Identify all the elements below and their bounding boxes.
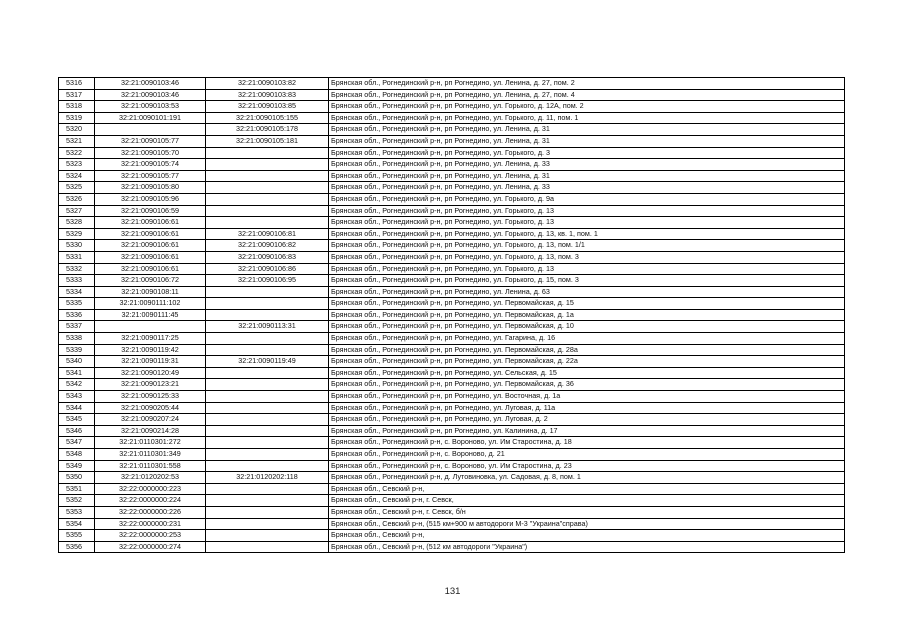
- cadastral-number-cell: 32:21:0090111:102: [95, 298, 206, 310]
- address-cell: Брянская обл., Рогнединский р-н, рп Рогнедино, ул. Луговая, д. 2: [329, 414, 845, 426]
- address-cell: Брянская обл., Рогнединский р-н, рп Рогнедино, ул. Первомайская, д. 36: [329, 379, 845, 391]
- cadastral-number-cell: 32:21:0090123:21: [95, 379, 206, 391]
- cadastral-number-cell: 32:21:0090108:11: [95, 286, 206, 298]
- table-row: [59, 217, 845, 229]
- address-cell: Брянская обл., Севский р-н,: [329, 483, 845, 495]
- row-number-cell: 5327: [59, 205, 95, 217]
- address-cell: Брянская обл., Рогнединский р-н, рп Рогнедино, ул. Горького, д. 13, кв. 1, пом. 1: [329, 228, 845, 240]
- row-number-cell: 5325: [59, 182, 95, 194]
- address-cell: Брянская обл., Севский р-н, г. Севск,: [329, 495, 845, 507]
- cadastral-number-cell: 32:21:0090106:72: [95, 275, 206, 287]
- object-cadastral-number-cell: 32:21:0090106:83: [206, 251, 329, 263]
- row-number-cell: 5350: [59, 472, 95, 484]
- row-number-cell: 5346: [59, 425, 95, 437]
- address-cell: Брянская обл., Рогнединский р-н, рп Рогнедино, ул. Ленина, д. 33: [329, 182, 845, 194]
- table-row: [59, 344, 845, 356]
- object-cadastral-number-cell: 32:21:0090106:82: [206, 240, 329, 252]
- address-cell: Брянская обл., Рогнединский р-н, рп Рогнедино, ул. Первомайская, д. 15: [329, 298, 845, 310]
- cadastral-number-cell: 32:21:0090105:70: [95, 147, 206, 159]
- cadastral-number-cell: 32:21:0090119:31: [95, 356, 206, 368]
- registry-table: [58, 77, 845, 553]
- object-cadastral-number-cell: 32:21:0090105:181: [206, 135, 329, 147]
- address-cell: Брянская обл., Рогнединский р-н, рп Рогнедино, ул. Калинина, д. 17: [329, 425, 845, 437]
- table-row: [59, 449, 845, 461]
- address-cell: Брянская обл., Рогнединский р-н, рп Рогнедино, ул. Ленина, д. 31: [329, 170, 845, 182]
- cadastral-number-cell: 32:22:0000000:226: [95, 506, 206, 518]
- address-cell: Брянская обл., Рогнединский р-н, д. Лутовиновка, ул. Садовая, д. 8, пом. 1: [329, 472, 845, 484]
- address-cell: Брянская обл., Рогнединский р-н, с. Вороново, ул. Им Старостина, д. 18: [329, 437, 845, 449]
- address-cell: Брянская обл., Рогнединский р-н, рп Рогнедино, ул. Первомайская, д. 22а: [329, 356, 845, 368]
- row-number-cell: 5335: [59, 298, 95, 310]
- row-number-cell: 5355: [59, 530, 95, 542]
- table-row: [59, 228, 845, 240]
- row-number-cell: 5337: [59, 321, 95, 333]
- row-number-cell: 5348: [59, 449, 95, 461]
- object-cadastral-number-cell: [206, 286, 329, 298]
- table-row: [59, 263, 845, 275]
- row-number-cell: 5338: [59, 333, 95, 345]
- address-cell: Брянская обл., Севский р-н, (512 км автодороги "Украина"): [329, 541, 845, 553]
- table-row: [59, 333, 845, 345]
- table-row: [59, 147, 845, 159]
- cadastral-number-cell: 32:21:0090105:96: [95, 193, 206, 205]
- row-number-cell: 5318: [59, 101, 95, 113]
- table-row: [59, 483, 845, 495]
- address-cell: Брянская обл., Рогнединский р-н, рп Рогнедино, ул. Горького, д. 13: [329, 217, 845, 229]
- cadastral-number-cell: 32:21:0090101:191: [95, 112, 206, 124]
- table-row: [59, 89, 845, 101]
- cadastral-number-cell: 32:21:0090105:74: [95, 159, 206, 171]
- cadastral-number-cell: 32:21:0090214:28: [95, 425, 206, 437]
- cadastral-number-cell: 32:21:0090105:77: [95, 135, 206, 147]
- cadastral-number-cell: 32:21:0090105:80: [95, 182, 206, 194]
- cadastral-number-cell: 32:21:0090120:49: [95, 367, 206, 379]
- object-cadastral-number-cell: [206, 193, 329, 205]
- row-number-cell: 5356: [59, 541, 95, 553]
- address-cell: Брянская обл., Рогнединский р-н, с. Вороново, д. 21: [329, 449, 845, 461]
- object-cadastral-number-cell: 32:21:0090106:81: [206, 228, 329, 240]
- object-cadastral-number-cell: [206, 298, 329, 310]
- cadastral-number-cell: 32:22:0000000:231: [95, 518, 206, 530]
- table-row: [59, 425, 845, 437]
- address-cell: Брянская обл., Рогнединский р-н, рп Рогнедино, ул. Горького, д. 13: [329, 263, 845, 275]
- row-number-cell: 5343: [59, 391, 95, 403]
- address-cell: Брянская обл., Севский р-н, (515 км+900 м автодороги М-3 "Украина"справа): [329, 518, 845, 530]
- address-cell: Брянская обл., Рогнединский р-н, рп Рогнедино, ул. Первомайская, д. 1а: [329, 309, 845, 321]
- row-number-cell: 5342: [59, 379, 95, 391]
- table-row: [59, 205, 845, 217]
- cadastral-number-cell: 32:22:0000000:223: [95, 483, 206, 495]
- object-cadastral-number-cell: [206, 483, 329, 495]
- table-row: [59, 506, 845, 518]
- object-cadastral-number-cell: 32:21:0090106:95: [206, 275, 329, 287]
- address-cell: Брянская обл., Рогнединский р-н, рп Рогнедино, ул. Горького, д. 13: [329, 205, 845, 217]
- cadastral-number-cell: 32:21:0090103:53: [95, 101, 206, 113]
- row-number-cell: 5319: [59, 112, 95, 124]
- cadastral-number-cell: 32:21:0090117:25: [95, 333, 206, 345]
- cadastral-number-cell: 32:21:0090106:59: [95, 205, 206, 217]
- table-row: [59, 321, 845, 333]
- table-row: [59, 298, 845, 310]
- address-cell: Брянская обл., Рогнединский р-н, рп Рогнедино, ул. Ленина, д. 31: [329, 135, 845, 147]
- object-cadastral-number-cell: [206, 460, 329, 472]
- table-row: [59, 193, 845, 205]
- cadastral-number-cell: 32:21:0090205:44: [95, 402, 206, 414]
- table-row: [59, 402, 845, 414]
- object-cadastral-number-cell: 32:21:0090105:178: [206, 124, 329, 136]
- table-row: [59, 414, 845, 426]
- address-cell: Брянская обл., Рогнединский р-н, рп Рогнедино, ул. Ленина, д. 27, пом. 4: [329, 89, 845, 101]
- page-number: 131: [444, 586, 461, 597]
- object-cadastral-number-cell: [206, 309, 329, 321]
- cadastral-number-cell: 32:21:0090106:61: [95, 240, 206, 252]
- object-cadastral-number-cell: [206, 449, 329, 461]
- object-cadastral-number-cell: [206, 182, 329, 194]
- table-row: [59, 309, 845, 321]
- table-row: [59, 112, 845, 124]
- address-cell: Брянская обл., Рогнединский р-н, рп Рогнедино, ул. Горького, д. 12А, пом. 2: [329, 101, 845, 113]
- row-number-cell: 5317: [59, 89, 95, 101]
- cadastral-number-cell: 32:21:0090207:24: [95, 414, 206, 426]
- object-cadastral-number-cell: [206, 170, 329, 182]
- cadastral-number-cell: 32:21:0090103:46: [95, 89, 206, 101]
- object-cadastral-number-cell: 32:21:0090106:86: [206, 263, 329, 275]
- row-number-cell: 5352: [59, 495, 95, 507]
- table-row: [59, 170, 845, 182]
- object-cadastral-number-cell: 32:21:0090103:82: [206, 78, 329, 90]
- object-cadastral-number-cell: [206, 147, 329, 159]
- cadastral-number-cell: [95, 124, 206, 136]
- cadastral-number-cell: 32:21:0120202:53: [95, 472, 206, 484]
- table-row: [59, 124, 845, 136]
- cadastral-number-cell: 32:21:0090106:61: [95, 251, 206, 263]
- object-cadastral-number-cell: [206, 391, 329, 403]
- address-cell: Брянская обл., Рогнединский р-н, рп Рогнедино, ул. Первомайская, д. 10: [329, 321, 845, 333]
- row-number-cell: 5339: [59, 344, 95, 356]
- address-cell: Брянская обл., Рогнединский р-н, рп Рогнедино, ул. Горького, д. 11, пом. 1: [329, 112, 845, 124]
- table-row: [59, 437, 845, 449]
- object-cadastral-number-cell: [206, 379, 329, 391]
- address-cell: Брянская обл., Рогнединский р-н, с. Вороново, ул. Им Старостина, д. 23: [329, 460, 845, 472]
- table-row: [59, 495, 845, 507]
- cadastral-number-cell: [95, 321, 206, 333]
- table-row: [59, 275, 845, 287]
- row-number-cell: 5324: [59, 170, 95, 182]
- table-row: [59, 472, 845, 484]
- table-row: [59, 391, 845, 403]
- row-number-cell: 5328: [59, 217, 95, 229]
- row-number-cell: 5332: [59, 263, 95, 275]
- row-number-cell: 5336: [59, 309, 95, 321]
- cadastral-number-cell: 32:21:0090125:33: [95, 391, 206, 403]
- object-cadastral-number-cell: [206, 425, 329, 437]
- table-row: [59, 518, 845, 530]
- table-row: [59, 379, 845, 391]
- table-row: [59, 367, 845, 379]
- cadastral-number-cell: 32:21:0090111:45: [95, 309, 206, 321]
- address-cell: Брянская обл., Севский р-н,: [329, 530, 845, 542]
- address-cell: Брянская обл., Рогнединский р-н, рп Рогнедино, ул. Ленина, д. 27, пом. 2: [329, 78, 845, 90]
- cadastral-number-cell: 32:22:0000000:253: [95, 530, 206, 542]
- table-row: [59, 240, 845, 252]
- object-cadastral-number-cell: 32:21:0120202:118: [206, 472, 329, 484]
- address-cell: Брянская обл., Рогнединский р-н, рп Рогнедино, ул. Ленина, д. 63: [329, 286, 845, 298]
- cadastral-number-cell: 32:21:0110301:272: [95, 437, 206, 449]
- object-cadastral-number-cell: [206, 333, 329, 345]
- row-number-cell: 5334: [59, 286, 95, 298]
- row-number-cell: 5329: [59, 228, 95, 240]
- object-cadastral-number-cell: [206, 414, 329, 426]
- cadastral-number-cell: 32:22:0000000:224: [95, 495, 206, 507]
- cadastral-number-cell: 32:21:0110301:349: [95, 449, 206, 461]
- object-cadastral-number-cell: [206, 541, 329, 553]
- table-row: [59, 182, 845, 194]
- row-number-cell: 5351: [59, 483, 95, 495]
- row-number-cell: 5323: [59, 159, 95, 171]
- table-row: [59, 356, 845, 368]
- row-number-cell: 5322: [59, 147, 95, 159]
- row-number-cell: 5321: [59, 135, 95, 147]
- row-number-cell: 5345: [59, 414, 95, 426]
- address-cell: Брянская обл., Рогнединский р-н, рп Рогнедино, ул. Горького, д. 13, пом. 3: [329, 251, 845, 263]
- registry-table-body: [59, 78, 845, 553]
- object-cadastral-number-cell: [206, 367, 329, 379]
- object-cadastral-number-cell: [206, 495, 329, 507]
- object-cadastral-number-cell: [206, 506, 329, 518]
- row-number-cell: 5331: [59, 251, 95, 263]
- row-number-cell: 5340: [59, 356, 95, 368]
- object-cadastral-number-cell: [206, 530, 329, 542]
- address-cell: Брянская обл., Рогнединский р-н, рп Рогнедино, ул. Восточная, д. 1а: [329, 391, 845, 403]
- table-row: [59, 541, 845, 553]
- address-cell: Брянская обл., Рогнединский р-н, рп Рогнедино, ул. Ленина, д. 33: [329, 159, 845, 171]
- row-number-cell: 5326: [59, 193, 95, 205]
- object-cadastral-number-cell: [206, 437, 329, 449]
- object-cadastral-number-cell: [206, 205, 329, 217]
- table-row: [59, 101, 845, 113]
- row-number-cell: 5344: [59, 402, 95, 414]
- object-cadastral-number-cell: 32:21:0090113:31: [206, 321, 329, 333]
- row-number-cell: 5349: [59, 460, 95, 472]
- cadastral-number-cell: 32:21:0090106:61: [95, 228, 206, 240]
- table-row: [59, 78, 845, 90]
- address-cell: Брянская обл., Рогнединский р-н, рп Рогнедино, ул. Сельская, д. 15: [329, 367, 845, 379]
- row-number-cell: 5341: [59, 367, 95, 379]
- cadastral-number-cell: 32:21:0090106:61: [95, 263, 206, 275]
- object-cadastral-number-cell: 32:21:0090105:155: [206, 112, 329, 124]
- address-cell: Брянская обл., Рогнединский р-н, рп Рогнедино, ул. Горького, д. 3: [329, 147, 845, 159]
- table-row: [59, 135, 845, 147]
- object-cadastral-number-cell: 32:21:0090103:85: [206, 101, 329, 113]
- table-row: [59, 530, 845, 542]
- address-cell: Брянская обл., Рогнединский р-н, рп Рогнедино, ул. Горького, д. 13, пом. 1/1: [329, 240, 845, 252]
- object-cadastral-number-cell: [206, 518, 329, 530]
- object-cadastral-number-cell: 32:21:0090119:49: [206, 356, 329, 368]
- cadastral-number-cell: 32:21:0090105:77: [95, 170, 206, 182]
- cadastral-number-cell: 32:21:0090103:46: [95, 78, 206, 90]
- row-number-cell: 5353: [59, 506, 95, 518]
- row-number-cell: 5320: [59, 124, 95, 136]
- address-cell: Брянская обл., Рогнединский р-н, рп Рогнедино, ул. Горького, д. 9а: [329, 193, 845, 205]
- cadastral-number-cell: 32:22:0000000:274: [95, 541, 206, 553]
- cadastral-number-cell: 32:21:0090106:61: [95, 217, 206, 229]
- row-number-cell: 5330: [59, 240, 95, 252]
- address-cell: Брянская обл., Рогнединский р-н, рп Рогнедино, ул. Луговая, д. 11а: [329, 402, 845, 414]
- address-cell: Брянская обл., Рогнединский р-н, рп Рогнедино, ул. Горького, д. 15, пом. 3: [329, 275, 845, 287]
- table-row: [59, 251, 845, 263]
- object-cadastral-number-cell: [206, 217, 329, 229]
- table-row: [59, 460, 845, 472]
- address-cell: Брянская обл., Рогнединский р-н, рп Рогнедино, ул. Ленина, д. 31: [329, 124, 845, 136]
- address-cell: Брянская обл., Рогнединский р-н, рп Рогнедино, ул. Первомайская, д. 28а: [329, 344, 845, 356]
- row-number-cell: 5316: [59, 78, 95, 90]
- object-cadastral-number-cell: [206, 159, 329, 171]
- table-row: [59, 286, 845, 298]
- address-cell: Брянская обл., Севский р-н, г. Севск, б/н: [329, 506, 845, 518]
- object-cadastral-number-cell: [206, 344, 329, 356]
- row-number-cell: 5333: [59, 275, 95, 287]
- object-cadastral-number-cell: 32:21:0090103:83: [206, 89, 329, 101]
- cadastral-number-cell: 32:21:0090119:42: [95, 344, 206, 356]
- row-number-cell: 5354: [59, 518, 95, 530]
- cadastral-number-cell: 32:21:0110301:558: [95, 460, 206, 472]
- row-number-cell: 5347: [59, 437, 95, 449]
- address-cell: Брянская обл., Рогнединский р-н, рп Рогнедино, ул. Гагарина, д. 16: [329, 333, 845, 345]
- table-row: [59, 159, 845, 171]
- object-cadastral-number-cell: [206, 402, 329, 414]
